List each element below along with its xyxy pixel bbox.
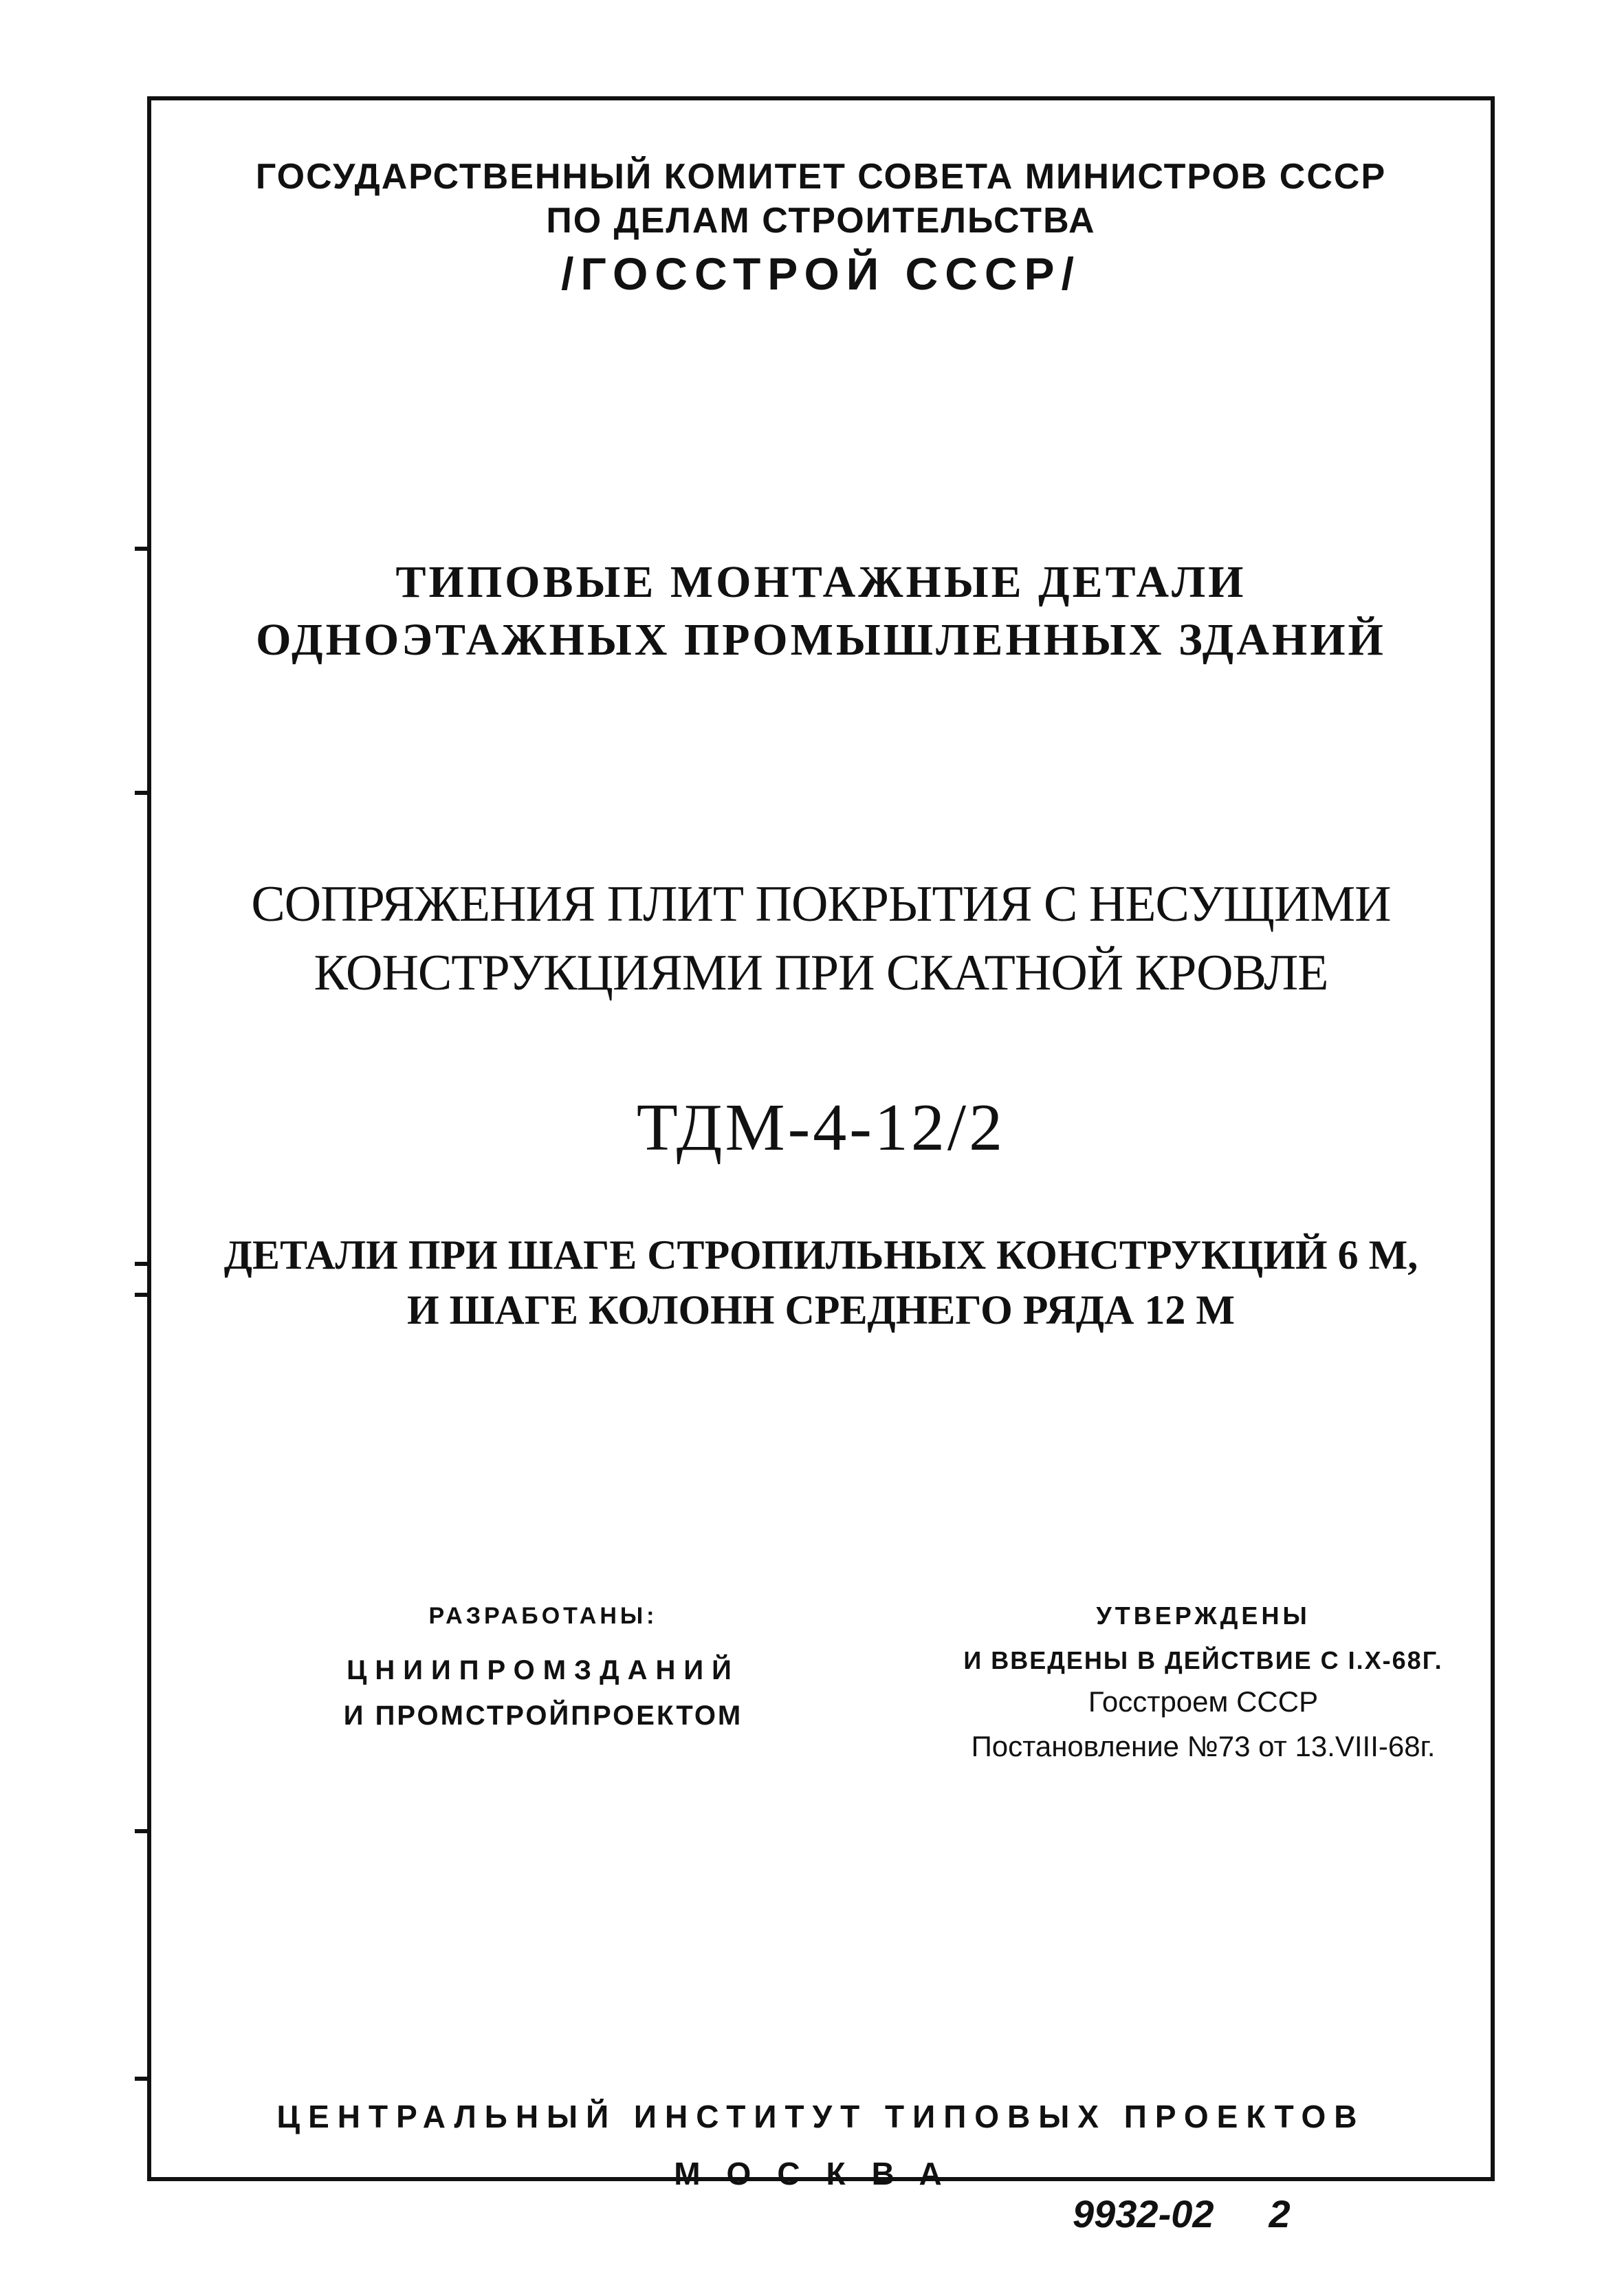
details-line-1: ДЕТАЛИ ПРИ ШАГЕ СТРОПИЛЬНЫХ КОНСТРУКЦИЙ 6 М, bbox=[223, 1232, 1418, 1278]
details-description bbox=[147, 1227, 1495, 1337]
margin-tick bbox=[135, 1829, 150, 1833]
margin-tick bbox=[135, 547, 150, 551]
sheet-page: 2 bbox=[1269, 2192, 1291, 2235]
series-title-line-1: ТИПОВЫЕ МОНТАЖНЫЕ ДЕТАЛИ bbox=[395, 557, 1247, 607]
subject-title-line-2: КОНСТРУКЦИЯМИ ПРИ СКАТНОЙ КРОВЛЕ bbox=[314, 945, 1328, 1001]
city-name-text: МОСКВА bbox=[674, 2156, 968, 2191]
series-title bbox=[147, 554, 1495, 669]
approved-line-3: Постановление №73 от 13.VIII-68г. bbox=[971, 1730, 1436, 1762]
margin-tick bbox=[135, 2077, 150, 2081]
organization-header bbox=[147, 155, 1495, 305]
organization-line-1: ГОСУДАРСТВЕННЫЙ КОМИТЕТ СОВЕТА МИНИСТРОВ СССР bbox=[255, 157, 1387, 197]
approved-heading: УТВЕРЖДЕНЫ bbox=[1096, 1601, 1310, 1630]
details-line-2: И ШАГЕ КОЛОНН СРЕДНЕГО РЯДА 12 М bbox=[406, 1287, 1236, 1333]
institute-name-text: ЦЕНТРАЛЬНЫЙ ИНСТИТУТ ТИПОВЫХ ПРОЕКТОВ bbox=[276, 2099, 1365, 2134]
organization-line-3: /ГОССТРОЙ СССР/ bbox=[561, 248, 1081, 299]
sheet-number bbox=[1073, 2190, 1361, 2238]
series-title-line-2: ОДНОЭТАЖНЫХ ПРОМЫШЛЕННЫХ ЗДАНИЙ bbox=[256, 615, 1386, 665]
approved-by bbox=[901, 1592, 1506, 1771]
institute-name bbox=[147, 2094, 1495, 2139]
sheet-code: 9932-02 bbox=[1073, 2192, 1214, 2235]
document-code bbox=[147, 1086, 1495, 1169]
organization-line-2: ПО ДЕЛАМ СТРОИТЕЛЬСТВА bbox=[546, 201, 1096, 241]
margin-tick bbox=[135, 791, 150, 795]
developed-by-line-2: И ПРОМСТРОЙПРОЕКТОМ bbox=[343, 1701, 743, 1731]
document-code-text: ТДМ-4-12/2 bbox=[636, 1091, 1006, 1165]
developed-heading: РАЗРАБОТАНЫ: bbox=[428, 1603, 658, 1629]
approved-line-1: И ВВЕДЕНЫ В ДЕЙСТВИЕ С I.X-68Г. bbox=[963, 1646, 1443, 1674]
developed-by-line-1: ЦНИИПРОМЗДАНИЙ bbox=[347, 1655, 740, 1685]
approved-line-2: Госстроем СССР bbox=[1088, 1685, 1319, 1718]
subject-title-line-1: СОПРЯЖЕНИЯ ПЛИТ ПОКРЫТИЯ С НЕСУЩИМИ bbox=[251, 876, 1391, 932]
developed-by bbox=[275, 1592, 811, 1736]
subject-title bbox=[147, 870, 1495, 1007]
